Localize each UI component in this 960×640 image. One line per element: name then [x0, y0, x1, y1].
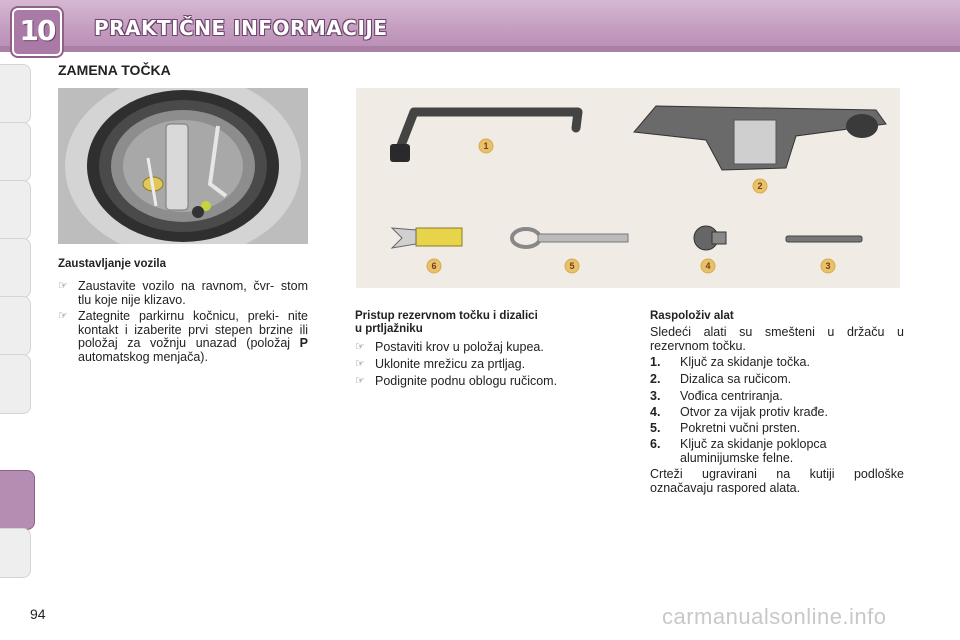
tool-list-item: 3. Vođica centriranja. [650, 389, 783, 403]
chapter-tab[interactable] [0, 180, 31, 240]
tool-list-item: 5. Pokretni vučni prsten. [650, 421, 801, 435]
chapter-tab[interactable] [0, 296, 31, 356]
chapter-tab-active[interactable] [0, 470, 35, 530]
chapter-tab-strip [0, 64, 34, 576]
chapter-tab[interactable] [0, 238, 31, 298]
spare-wheel-photo [58, 88, 308, 244]
watermark: carmanualsonline.info [662, 604, 887, 629]
pointing-hand-icon: ☞ [58, 280, 68, 292]
bullet-item [355, 341, 615, 355]
tool-label-4 [701, 259, 715, 273]
tools-outro: Crteži ugravirani na kutiji podloške označavaju raspored alata. [650, 467, 904, 495]
wheel-brace-drawing [390, 112, 578, 162]
towing-eye-drawing [512, 229, 628, 247]
tool-label-3 [821, 259, 835, 273]
chapter-tab[interactable] [0, 528, 31, 578]
bullet-item [355, 375, 615, 389]
svg-text:1: 1 [483, 141, 489, 151]
bullet-item [58, 310, 308, 366]
alloy-cap-key-drawing [392, 228, 462, 248]
bullet-item [355, 358, 615, 372]
page-title: PRAKTIČNE INFORMACIJE [94, 16, 388, 40]
section-title: ZAMENA TOČKA [58, 62, 171, 78]
bullet-text: Uklonite mrežicu za prtljag. [375, 357, 526, 371]
anti-theft-socket-drawing [694, 226, 726, 250]
bullet-text: Zategnite parkirnu kočnicu, preki- nite kontakt i izaberite prvi stepen brzine ili položaj za vožnju unazad (položaj P automatskog menjača). [78, 309, 308, 364]
tool-list-item: 2. Dizalica sa ručicom. [650, 372, 792, 386]
tools-illustration-panel [356, 88, 900, 288]
pointing-hand-icon: ☞ [355, 358, 365, 370]
svg-text:4: 4 [705, 261, 711, 271]
middle-column-heading: Pristup rezervnom točku i dizalici u prtljažniku [355, 310, 538, 335]
chapter-tab[interactable] [0, 354, 31, 414]
bullet-text: Zaustavite vozilo na ravnom, čvr- stom tlu koje nije klizavo. [78, 279, 308, 307]
bullet-text: Podignite podnu oblogu ručicom. [375, 374, 558, 388]
header-shadow [0, 46, 960, 52]
right-column-heading: Raspoloživ alat [650, 310, 734, 322]
svg-text:3: 3 [825, 261, 831, 271]
tool-list-item: 6. Ključ za skidanje poklopca aluminijumske felne. [650, 437, 827, 465]
tools-illustration [356, 88, 900, 288]
tool-list-item: 1. Ključ za skidanje točka. [650, 355, 810, 369]
gear-position-label: P [299, 336, 308, 350]
chapter-badge [12, 8, 62, 56]
jack-drawing [634, 106, 886, 170]
pointing-hand-icon: ☞ [355, 341, 365, 353]
svg-text:5: 5 [569, 261, 575, 271]
tool-list-item: 4. Otvor za vijak protiv krađe. [650, 405, 828, 419]
svg-text:6: 6 [431, 261, 437, 271]
left-column-heading: Zaustavljanje vozila [58, 258, 167, 270]
page-number: 94 [30, 606, 46, 622]
tool-label-2 [753, 179, 767, 193]
bullet-text: Postaviti krov u položaj kupea. [375, 340, 544, 354]
pointing-hand-icon: ☞ [355, 375, 365, 387]
centring-guide-drawing [786, 236, 862, 242]
pointing-hand-icon: ☞ [58, 310, 68, 322]
tool-label-5 [565, 259, 579, 273]
chapter-number: 10 [19, 14, 55, 47]
svg-text:2: 2 [757, 181, 763, 191]
chapter-tab[interactable] [0, 64, 31, 124]
bullet-item [58, 280, 308, 310]
tool-label-6 [427, 259, 441, 273]
tools-intro: Sledeći alati su smešteni u držaču u rezervnom točku. [650, 325, 904, 353]
chapter-tab[interactable] [0, 122, 31, 182]
tool-label-1 [479, 139, 493, 153]
spare-wheel-illustration [58, 88, 308, 244]
